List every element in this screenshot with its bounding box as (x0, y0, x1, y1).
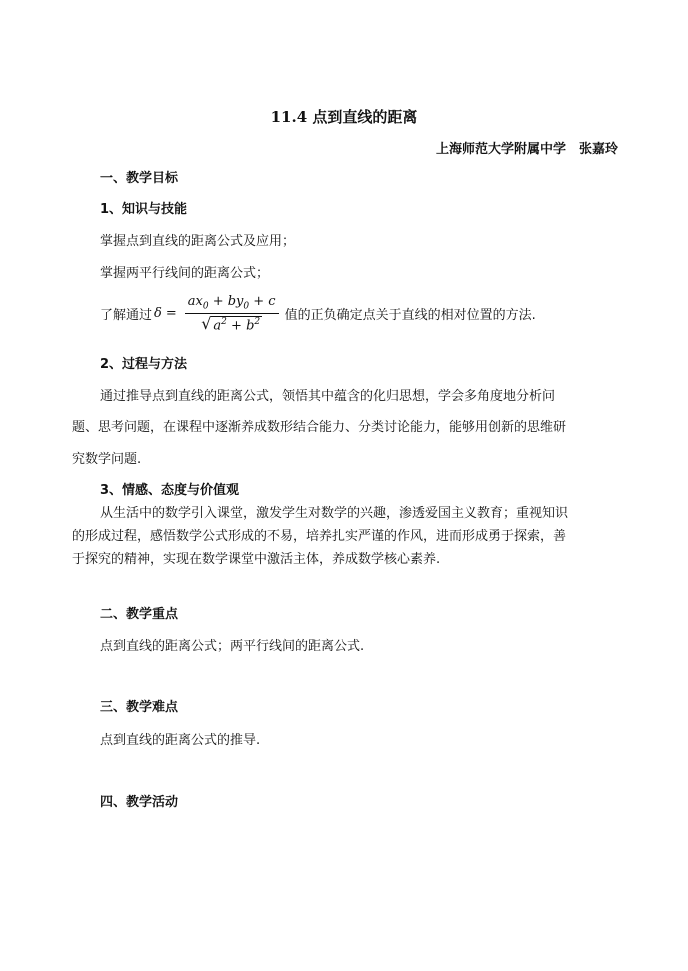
emotion-line-1: 从生活中的数学引入课堂，激发学生对数学的兴趣，渗透爱国主义教育；重视知识 (100, 506, 569, 521)
subheading-emotion-values: 3、情感、态度与价值观 (100, 483, 240, 498)
subheading-process-methods: 2、过程与方法 (100, 357, 188, 372)
document-title: 11.4 点到直线的距离 (270, 108, 418, 126)
difficulties-text: 点到直线的距离公式的推导. (100, 733, 261, 748)
knowledge-line-3-suffix: 值的正负确定点关于直线的相对位置的方法. (284, 307, 536, 323)
heading-teaching-objectives: 一、教学目标 (100, 171, 179, 186)
heading-teaching-activities: 四、教学活动 (100, 795, 179, 810)
emotion-line-3: 于探究的精神，实现在数学课堂中激活主体，养成数学核心素养. (72, 552, 441, 567)
knowledge-line-3-prefix: 了解通过 (100, 307, 153, 323)
emotion-line-2: 的形成过程，感悟数学公式形成的不易，培养扎实严谨的作风，进而形成勇于探索，善 (72, 529, 567, 544)
heading-key-points: 二、教学重点 (100, 607, 179, 622)
heading-difficulties: 三、教学难点 (100, 700, 179, 715)
key-points-text: 点到直线的距离公式；两平行线间的距离公式. (100, 639, 365, 654)
author-line: 上海师范大学附属中学 张嘉玲 (435, 142, 618, 157)
knowledge-line-1: 掌握点到直线的距离公式及应用； (100, 234, 296, 249)
process-line-3: 究数学问题. (72, 452, 142, 467)
process-line-1: 通过推导点到直线的距离公式，领悟其中蕴含的化归思想，学会多角度地分析问 (100, 389, 556, 404)
subheading-knowledge-skills: 1、知识与技能 (100, 202, 188, 217)
knowledge-line-3 (100, 294, 536, 333)
process-line-2: 题、思考问题，在课程中逐渐养成数形结合能力、分类讨论能力，能够用创新的思维研 (72, 420, 567, 435)
knowledge-line-2: 掌握两平行线间的距离公式； (100, 266, 270, 281)
delta-formula: δ = $ax_0 + by_0 + c$ √ $a^2 + b^2$ (154, 294, 283, 333)
